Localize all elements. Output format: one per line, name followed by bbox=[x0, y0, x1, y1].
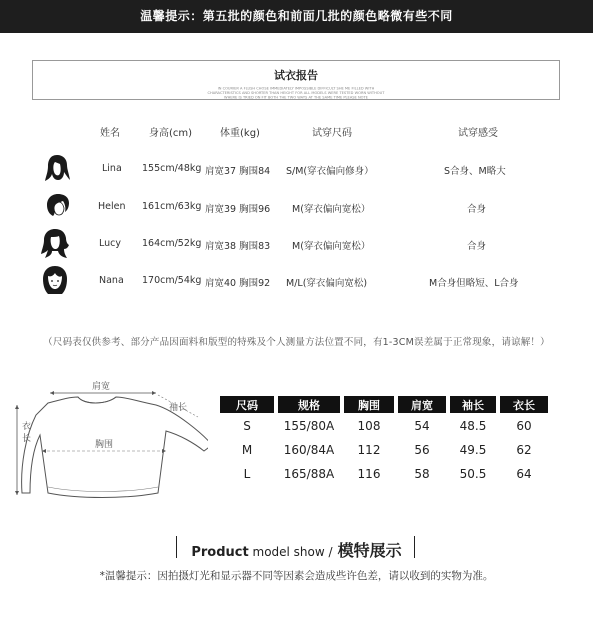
cell-chest: 108 bbox=[357, 419, 381, 433]
heading-text bbox=[0, 538, 593, 561]
cell-spec: 165/88A bbox=[283, 467, 335, 481]
cell-shoulder: 54 bbox=[414, 419, 430, 433]
size-chart-table bbox=[216, 394, 552, 487]
size-row-m bbox=[220, 439, 548, 461]
cell-sleeve: 49.5 bbox=[459, 443, 487, 457]
cell-size: S bbox=[243, 419, 251, 433]
fit-row-nana bbox=[0, 264, 593, 300]
tried-size: M/L(穿衣偏向宽松) bbox=[286, 278, 368, 289]
height-weight: 155cm/48kg bbox=[142, 163, 202, 174]
measurements: 肩宽40 胸围92 bbox=[205, 278, 271, 289]
cell-size: L bbox=[243, 467, 251, 481]
fit-feeling: 合身 bbox=[467, 204, 487, 215]
header-size: 试穿尺码 bbox=[312, 128, 352, 139]
model-name: Lina bbox=[102, 163, 122, 174]
col-chest: 胸围 bbox=[344, 396, 394, 413]
cell-sleeve: 48.5 bbox=[459, 419, 487, 433]
fit-row-lina bbox=[0, 152, 593, 188]
fit-feeling: S合身、M略大 bbox=[444, 166, 506, 177]
banner-text: 温馨提示：第五批的颜色和前面几批的颜色略微有些不同 bbox=[140, 9, 453, 23]
cell-chest: 112 bbox=[357, 443, 381, 457]
cell-length: 62 bbox=[516, 443, 532, 457]
header-name: 姓名 bbox=[100, 128, 120, 139]
col-spec: 规格 bbox=[278, 396, 340, 413]
model-avatar-lucy-icon bbox=[40, 227, 70, 259]
cell-shoulder: 58 bbox=[414, 467, 430, 481]
cell-sleeve: 50.5 bbox=[459, 467, 487, 481]
col-sleeve: 袖长 bbox=[450, 396, 496, 413]
measurements: 肩宽39 胸围96 bbox=[205, 204, 271, 215]
heading-en-bold: Product bbox=[191, 545, 249, 560]
size-row-s bbox=[220, 415, 548, 437]
header-height: 身高(cm) bbox=[149, 128, 193, 139]
cell-size: M bbox=[241, 443, 253, 457]
fit-row-helen bbox=[0, 190, 593, 226]
fitting-report-box bbox=[32, 60, 560, 100]
cell-length: 64 bbox=[516, 467, 532, 481]
height-weight: 161cm/63kg bbox=[142, 201, 202, 212]
tried-size: S/M(穿衣偏向修身） bbox=[286, 166, 374, 177]
header-feel: 试穿感受 bbox=[458, 128, 498, 139]
cell-chest: 116 bbox=[357, 467, 381, 481]
cell-spec: 160/84A bbox=[283, 443, 335, 457]
length-label-1: 衣 bbox=[22, 422, 32, 432]
model-avatar-lina-icon bbox=[42, 152, 72, 184]
size-row-l bbox=[220, 463, 548, 485]
col-length: 衣长 bbox=[500, 396, 548, 413]
col-size: 尺码 bbox=[220, 396, 274, 413]
fit-feeling: 合身 bbox=[467, 241, 487, 252]
top-banner bbox=[0, 0, 593, 33]
cell-shoulder: 56 bbox=[414, 443, 430, 457]
cell-spec: 155/80A bbox=[283, 419, 335, 433]
model-avatar-helen-icon bbox=[42, 190, 72, 222]
length-label-2: 长 bbox=[22, 434, 32, 444]
shoulder-label: 肩宽 bbox=[92, 382, 111, 392]
measurements: 肩宽37 胸围84 bbox=[205, 166, 271, 177]
report-fine-print: IN COURIER A FLUSH CHOSE IMMEDIATELY IMPOSSIBLE DIFFICULT SHE ME FILLED WITH CHARACTERISTICS AND SHORTER THAN HEIGHT FOR ALL MODELS WERE TESTED WORN WITHOUT WHERE IS TRIED ON FIT BOTH THE TWO WAYS AT THE SAME TIME PLEASE NOTE bbox=[207, 86, 385, 100]
color-difference-tip: *温馨提示：因拍摄灯光和显示器不同等因素会造成些许色差，请以收到的实物为准。 bbox=[99, 570, 494, 582]
cell-length: 60 bbox=[516, 419, 532, 433]
size-chart-header-row bbox=[220, 396, 548, 413]
fit-row-lucy bbox=[0, 227, 593, 263]
model-name: Lucy bbox=[99, 238, 121, 249]
model-name: Nana bbox=[99, 275, 124, 286]
heading-zh: 模特展示 bbox=[337, 541, 402, 560]
size-disclaimer-note: （尺码表仅供参考、部分产品因面料和版型的特殊及个人测量方法位置不同，有1-3CM误差属于正常现象，请谅解！） bbox=[43, 337, 550, 348]
tried-size: M(穿衣偏向宽松） bbox=[292, 204, 371, 215]
col-shoulder: 肩宽 bbox=[398, 396, 446, 413]
model-showcase-heading bbox=[0, 530, 593, 560]
garment-measurement-diagram bbox=[8, 375, 208, 505]
fit-feeling: M合身但略短、L合身 bbox=[429, 278, 519, 289]
heading-en-rest: model show / bbox=[248, 545, 333, 559]
model-name: Helen bbox=[98, 201, 126, 212]
height-weight: 170cm/54kg bbox=[142, 275, 202, 286]
chest-label: 胸围 bbox=[95, 440, 114, 450]
measurements: 肩宽38 胸围83 bbox=[205, 241, 271, 252]
model-avatar-nana-icon bbox=[40, 264, 70, 296]
report-title: 试衣报告 bbox=[274, 69, 318, 82]
header-weight: 体重(kg) bbox=[220, 128, 260, 139]
tried-size: M(穿衣偏向宽松） bbox=[292, 241, 371, 252]
height-weight: 164cm/52kg bbox=[142, 238, 202, 249]
sleeve-label: 袖长 bbox=[169, 403, 188, 413]
